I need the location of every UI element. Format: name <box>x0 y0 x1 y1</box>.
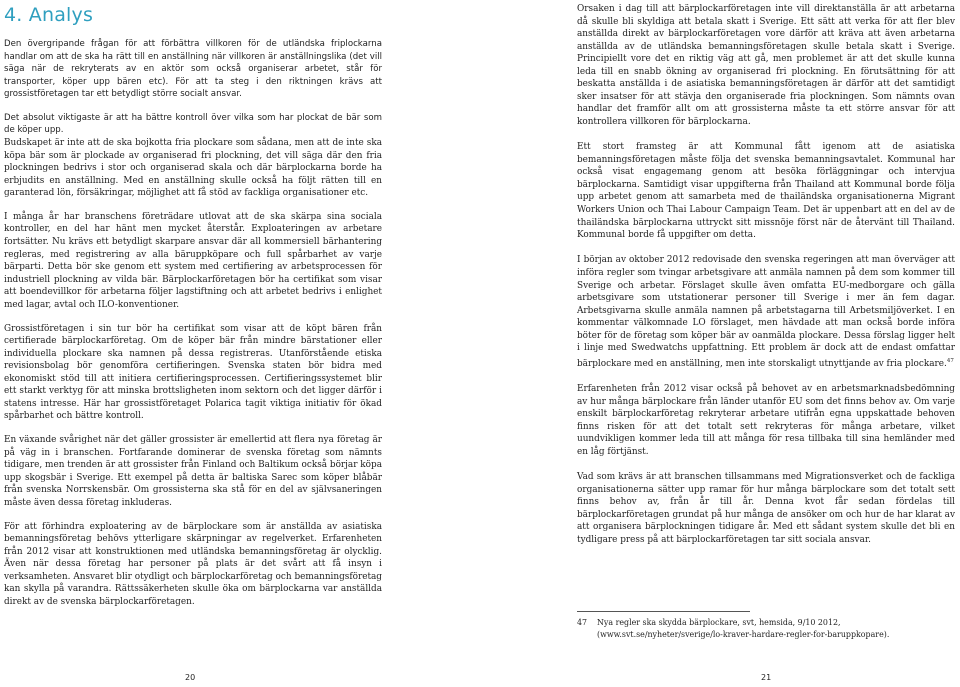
chapter-title: 4. Analys <box>4 4 94 26</box>
body-paragraph: Grossistföretagen i sin tur bör ha certifikat som visar att de köpt bären från certifierade bärplockarföretag. Om de köper bär från mindre bärstationer eller individuella plockare ska namnen på dessa registreras. Utanförstående etiska revisionsbolag bör genomföra certifieringen. Svenska staten bör bidra med ekonomiskt stöd till att initiera certifieringsprocessen. Certifieringssystemet blir ett starkt verktyg för att minska brottsligheten inom sektorn och det ligger därför i statens intresse. Här har grossistföretaget Polarica tagit viktiga initiativ för ökad spårbarhet och bättre kontroll. <box>4 323 382 422</box>
body-paragraph-text: I början av oktober 2012 redovisade den svenska regeringen att man överväger att införa regler som tvingar arbetsgivare att anmäla namnen på dem som kommer till Sverige och arbetar. Förslaget skulle även omfatta EU-medborgare och gälla arbetsgivare som utstationerar personer till Sverige i mer än fem dagar. Arbetsgivarna skulle anmäla namnen på arbetstagarna till Arbetsmiljöverket. I en kommentar välkomnade LO förslaget, men hävdade att man också borde införa böter för de företag som köper bär av oanmälda plockare. Dessa förslag ligger helt i linje med Swedwatchs uppfattning. Ett problem är dock att de endast omfattar bärplockare med en anställning, men inte storskaligt utnyttjande av fria plockare. <box>577 255 955 369</box>
footnote-reference: 47 <box>946 357 954 364</box>
footnote <box>577 617 955 640</box>
page-number-left: 20 <box>185 673 196 682</box>
body-paragraph: Budskapet är inte att de ska bojkotta fria plockare som sådana, men att de inte ska köpa bär som är plockade av organiserad fri plockning, det vill säga där den fria plockningen bedrivs i stor och organiserad skala och där bärplockarna borde ha erbjudits en anställning. Med en anställning skulle också ha följt rätten till en garanterad lön, försäkringar, möjlighet att få stöd av fackliga organisationer etc. <box>4 138 382 199</box>
body-paragraph <box>577 254 955 370</box>
body-paragraph: Orsaken i dag till att bärplockarföretagen inte vill direktanställa är att arbetarna då skulle bli skyldiga att betala skatt i Sverige. Ett sätt att verka för att fler blev anställda direkt av bärplockarföretagen vore därför att kräva att även arbetarna anställda av de utländska bemanningsföretagen skulle betala skatt i Sverige. Principiellt vore det en riktig väg att gå, men problemet är att det skulle kunna leda till en snabb ökning av organiserad fri plockning. En förutsättning för att beskatta anställda i de asiatiska bemanningsföretagen är därför att det samtidigt sker insatser för att stävja den organiserade fria plockningen. Som nämnts ovan handlar det framför allt om att grossisterna måste ta ett större ansvar för att kontrollera villkoren för bärplockarna. <box>577 4 955 127</box>
right-text-column <box>577 3 955 559</box>
body-paragraph: Ett stort framsteg är att Kommunal fått igenom att de asiatiska bemanningsföretagen måste följa det svenska bemanningsavtalet. Kommunal har också visat engagemang genom att besöka förläggningar och intervjua bärplockarna. Samtidigt visar uppgifterna från Thailand att Kommunal borde följa upp arbetet genom att samarbeta med de thailändska organisationerna Migrant Workers Union och Thai Labour Campaign Team. Det är uppenbart att en del av de thailändska bärplockarna uttryckt sitt missnöje först när de återvänt till Thailand. Kommunal borde få uppgifter om detta. <box>577 142 955 241</box>
footnote-text: Nya regler ska skydda bärplockare, svt, hemsida, 9/10 2012, (www.svt.se/nyheter/sverige/lo-kraver-hardare-regler-for-baruppkopare). <box>597 618 890 639</box>
footnote-number: 47 <box>577 618 588 627</box>
intro-paragraph: Den övergripande frågan för att förbättra villkoren för de utländska friplockarna handlar om att de ska ha rätt till en anställning när villkoren är anställningslika (det vill säga när de rekryterats av en aktör som också organiserar arbetet, står för transporter, köper upp bären etc). För att ta steg i den riktningen krävs att grossistföretagen tar ett betydligt större socialt ansvar. <box>4 39 382 100</box>
intro-paragraph: Det absolut viktigaste är att ha bättre kontroll över vilka som har plockat de bär som de köper upp. <box>4 112 382 136</box>
body-paragraph: En växande svårighet när det gäller grossister är emellertid att flera nya företag är på väg in i branschen. Fortfarande dominerar de svenska företag som nämnts tidigare, men trenden är att grossister från Finland och Baltikum också börjar köpa upp skogsbär i Sverige. Ett exempel på detta är baltiska Sarec som köper blåbär från svenska Norrskensbär. Om grossisterna ska stå för en del av självsaneringen måste även dessa företag inkluderas. <box>4 435 382 508</box>
body-paragraph: För att förhindra exploatering av de bärplockare som är anställda av asiatiska bemanningsföretag behövs ytterligare skärpningar av regelverket. Erfarenheten från 2012 visar att konstruktionen med utländska bemanningsföretag är olycklig. Även när dessa företag har personer på plats är det svårt att få insyn i verksamheten. Ansvaret blir otydligt och bärplockarföretag och bemanningsföretag kan skylla på varandra. Rättssäkerheten skulle öka om bärplockarna var anställda direkt av de svenska bärplockarföretagen. <box>4 521 382 607</box>
body-paragraph: I många år har branschens företrädare utlovat att de ska skärpa sina sociala kontroller, en del har hänt men mycket återstår. Exploateringen av arbetare fortsätter. Nu krävs ett betydligt skarpare ansvar där all kommersiell bärhantering regleras, med registrering av alla bäruppköpare och full spårbarhet av varje bärparti. Detta bör ske genom ett system med certifiering av arbetsprocessen för industriell plockning av vilda bär. Bärplockarföretagen bör ha certifikat som visar att boendevillkor för arbetarna följer lagstiftning och att arbetet bedrivs i enlighet med lagar, avtal och ILO-konventioner. <box>4 211 382 310</box>
body-paragraph: Erfarenheten från 2012 visar också på behovet av en arbetsmarknadsbedömning av hur många bärplockare från länder utanför EU som det finns behov av. Om varje enskilt bärplockarföretag rekryterar arbetare utifrån egna uppskattade behoven finns risken för att det totalt sett rekryteras för många arbetare, vilket uundvikligen kommer leda till att många för resa tillbaka till sina hemländer med en låg förtjänst. <box>577 384 955 457</box>
left-text-column <box>4 38 382 620</box>
footnote-divider <box>577 611 750 612</box>
page-number-right: 21 <box>761 673 772 682</box>
body-paragraph: Vad som krävs är att branschen tillsammans med Migrationsverket och de fackliga organisationerna sätter upp ramar för hur många bärplockare som det totalt sett finns behov av, från år till år. Denna kvot får sedan fördelas till bärplockarföretagen grundat på hur många de ansöker om och hur de har klarat av att organisera bärplockningen tidigare år. Med ett sådant system skulle det bli en tydligare press på att bärplockarföretagen tar sitt sociala ansvar. <box>577 472 955 545</box>
